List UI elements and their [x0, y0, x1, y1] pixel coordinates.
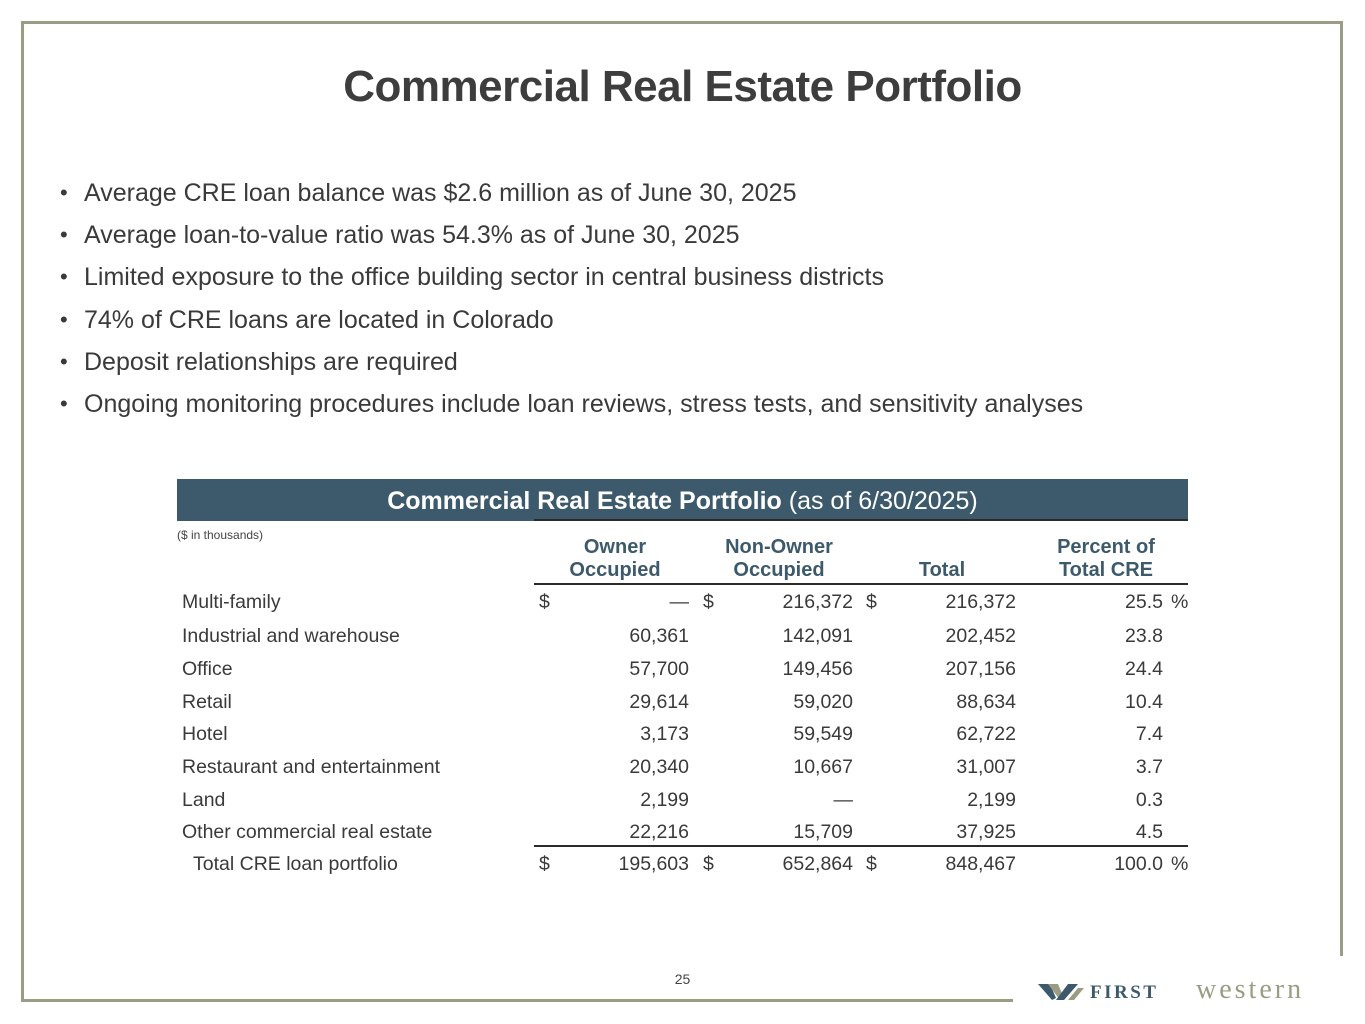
table-row: [0, 789, 1365, 822]
row-label: Total CRE loan portfolio: [193, 853, 398, 875]
logo-western-text: western: [1196, 974, 1305, 1005]
bullet-text: Ongoing monitoring procedures include loan reviews, stress tests, and sensitivity analyses: [84, 390, 1084, 419]
table-total-row: [0, 853, 1365, 886]
column-header-line: Non-Owner: [725, 536, 833, 558]
cell-non-owner-occupied: 149,456: [782, 658, 853, 680]
cell-percent: 7.4: [1135, 723, 1163, 745]
table-title-bar: [177, 479, 1188, 521]
table-title-date: (as of 6/30/2025): [781, 487, 978, 515]
cell-total: 216,372: [945, 591, 1016, 613]
column-header-percent: [1030, 536, 1182, 582]
row-label: Industrial and warehouse: [182, 625, 400, 647]
currency-symbol: $: [703, 591, 714, 613]
frame-top-border: [21, 21, 1343, 24]
currency-symbol: $: [866, 591, 877, 613]
cell-non-owner-occupied: 59,549: [793, 723, 853, 745]
cell-owner-occupied: 22,216: [629, 821, 689, 843]
table-title-bold: Commercial Real Estate Portfolio: [387, 487, 782, 515]
percent-symbol: %: [1171, 591, 1189, 613]
company-logo: [1038, 974, 1343, 1006]
cell-total: 848,467: [945, 853, 1016, 875]
bullet-list: [60, 172, 1083, 425]
cell-owner-occupied: 3,173: [640, 723, 689, 745]
currency-symbol: $: [539, 853, 550, 875]
column-header-line: Owner: [583, 536, 647, 558]
bullet-item: [60, 383, 1083, 425]
bullet-icon: •: [60, 348, 68, 374]
page-number: 25: [674, 971, 691, 987]
cell-percent: 25.5: [1125, 591, 1163, 613]
cell-percent: 4.5: [1135, 821, 1163, 843]
cell-total: 31,007: [956, 756, 1016, 778]
cell-non-owner-occupied: 216,372: [782, 591, 853, 613]
bullet-item: [60, 214, 1083, 256]
row-label: Multi-family: [182, 591, 281, 613]
cell-non-owner-occupied: 652,864: [782, 853, 853, 875]
column-header-line: Percent of: [1057, 536, 1155, 558]
table-row: [0, 591, 1365, 624]
cell-total: 207,156: [945, 658, 1016, 680]
bullet-icon: •: [60, 222, 68, 248]
row-label: Hotel: [182, 723, 228, 745]
cell-percent: 24.4: [1125, 658, 1163, 680]
cell-owner-occupied: —: [669, 591, 689, 613]
cell-owner-occupied: 20,340: [629, 756, 689, 778]
cell-non-owner-occupied: 15,709: [793, 821, 853, 843]
cell-percent: 23.8: [1125, 625, 1163, 647]
frame-bottom-border: [21, 999, 1013, 1002]
column-header-line: Occupied: [569, 559, 661, 581]
bullet-icon: •: [60, 306, 68, 332]
row-label: Land: [182, 789, 226, 811]
table-row: [0, 821, 1365, 854]
bullet-text: Average loan-to-value ratio was 54.3% as of June 30, 2025: [84, 221, 740, 250]
bullet-icon: •: [60, 391, 68, 417]
cell-percent: 10.4: [1125, 691, 1163, 713]
logo-w-mark-icon: [1038, 982, 1084, 1002]
cell-owner-occupied: 60,361: [629, 625, 689, 647]
bullet-text: Deposit relationships are required: [84, 347, 458, 376]
bullet-text: Limited exposure to the office building sector in central business districts: [84, 263, 884, 292]
percent-symbol: %: [1171, 853, 1189, 875]
bullet-icon: •: [60, 264, 68, 290]
cell-owner-occupied: 29,614: [629, 691, 689, 713]
currency-symbol: $: [703, 853, 714, 875]
bullet-item: [60, 341, 1083, 383]
cell-percent: 3.7: [1135, 756, 1163, 778]
row-label: Restaurant and entertainment: [182, 756, 440, 778]
row-label: Office: [182, 658, 233, 680]
column-header-non-owner-occupied: [700, 536, 858, 582]
column-header-line: Total CRE: [1058, 559, 1154, 581]
row-label: Retail: [182, 691, 232, 713]
cell-owner-occupied: 57,700: [629, 658, 689, 680]
cell-total: 37,925: [956, 821, 1016, 843]
cell-non-owner-occupied: 142,091: [782, 625, 853, 647]
cell-total: 2,199: [967, 789, 1016, 811]
table-row: [0, 625, 1365, 658]
cell-total: 62,722: [956, 723, 1016, 745]
column-header-owner-occupied: [545, 536, 685, 582]
units-note: ($ in thousands): [177, 528, 264, 542]
cell-owner-occupied: 2,199: [640, 789, 689, 811]
column-header-total: Total: [918, 559, 966, 581]
logo-first-text: FIRST: [1090, 982, 1159, 1003]
bullet-text: 74% of CRE loans are located in Colorado: [84, 305, 554, 334]
page-title: Commercial Real Estate Portfolio: [343, 62, 1022, 111]
currency-symbol: $: [539, 591, 550, 613]
total-rule: [534, 845, 1188, 847]
header-rule: [534, 519, 1188, 521]
bullet-item: [60, 299, 1083, 341]
table-row: [0, 658, 1365, 691]
table-row: [0, 691, 1365, 724]
table-row: [0, 723, 1365, 756]
bullet-item: [60, 256, 1083, 298]
cell-non-owner-occupied: 10,667: [793, 756, 853, 778]
bullet-icon: •: [60, 180, 68, 205]
cell-owner-occupied: 195,603: [618, 853, 689, 875]
cell-total: 202,452: [945, 625, 1016, 647]
currency-symbol: $: [866, 853, 877, 875]
column-header-line: Occupied: [733, 559, 825, 581]
bullet-text: Average CRE loan balance was $2.6 million as of June 30, 2025: [84, 179, 797, 207]
table-row: [0, 756, 1365, 789]
bullet-item: [60, 172, 1083, 214]
cell-percent: 100.0: [1114, 853, 1163, 875]
cell-non-owner-occupied: —: [833, 789, 853, 811]
cell-percent: 0.3: [1135, 789, 1163, 811]
cell-total: 88,634: [956, 691, 1016, 713]
cell-non-owner-occupied: 59,020: [793, 691, 853, 713]
column-header-rule: [534, 583, 1188, 585]
row-label: Other commercial real estate: [182, 821, 433, 843]
